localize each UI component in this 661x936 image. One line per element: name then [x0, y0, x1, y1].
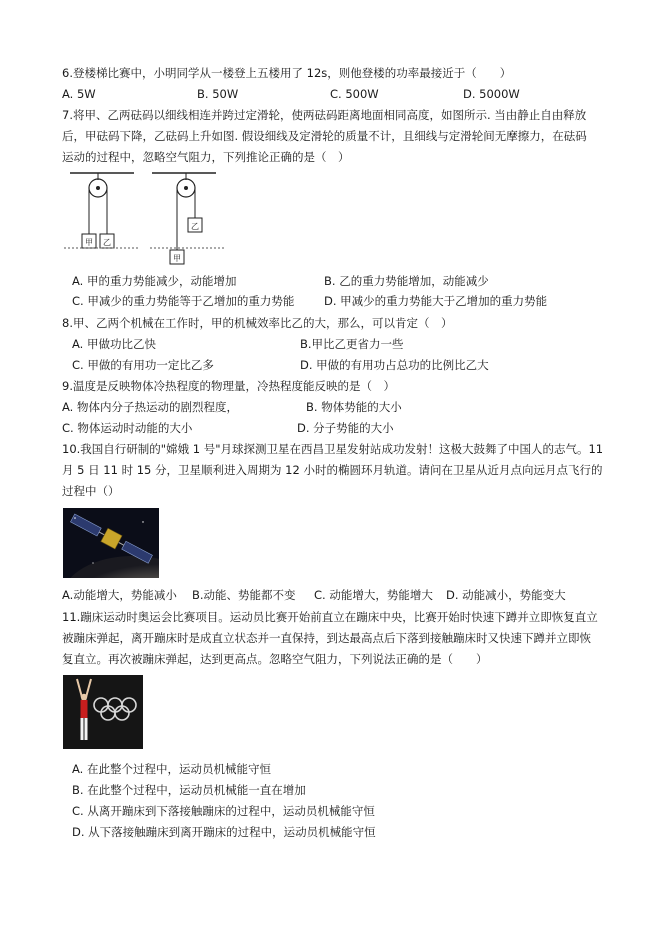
q6-option-b: B. 50W [197, 87, 239, 101]
q8-option-d: D. 甲做的有用功占总功的比例比乙大 [300, 358, 489, 372]
q10-stem-line-1: 10.我国自行研制的"嫦娥 1 号"月球探测卫星在西昌卫星发射站成功发射！这极大鼓舞了中国人的志气。11 [62, 442, 604, 456]
q7-option-a: A. 甲的重力势能减少，动能增加 [72, 274, 237, 288]
q9-option-b: B. 物体势能的大小 [306, 400, 402, 414]
q11-stem-line-1: 11.蹦床运动时奥运会比赛项目。运动员比赛开始前直立在蹦床中央，比赛开始时快速下蹲并立即恢复直立 [62, 610, 598, 624]
q11-stem-line-2: 被蹦床弹起，离开蹦床时是成直立状态并一直保持，到达最高点后下落到接触蹦床时又快速下蹲并立即恢 [62, 631, 591, 645]
q7-option-d: D. 甲减少的重力势能大于乙增加的重力势能 [324, 294, 548, 308]
label-yi: 乙 [103, 238, 111, 247]
q10-option-c: C. 动能增大，势能增大 [314, 588, 433, 602]
q11-option-d: D. 从下落接触蹦床到离开蹦床的过程中，运动员机械能守恒 [72, 825, 376, 839]
q7-option-c: C. 甲减少的重力势能等于乙增加的重力势能 [72, 294, 295, 308]
q6-option-c: C. 500W [330, 87, 379, 101]
q10-option-a: A.动能增大，势能减小 [62, 588, 177, 602]
q6-option-a: A. 5W [62, 87, 96, 101]
q6-option-d: D. 5000W [463, 87, 520, 101]
label-jia: 甲 [85, 238, 93, 247]
q6-stem: 6.登楼梯比赛中，小明同学从一楼登上五楼用了 12s，则他登楼的功率最接近于（ ） [62, 66, 512, 80]
q10-stem-line-2: 月 5 日 11 时 15 分，卫星顺利进入周期为 12 小时的椭圆环月轨道。请问在卫星从近月点向远月点飞行的 [62, 463, 603, 477]
q11-option-a: A. 在此整个过程中，运动员机械能守恒 [72, 762, 271, 776]
label-yi: 乙 [191, 222, 199, 231]
q11-stem-line-3: 复直立。再次被蹦床弹起，达到更高点。忽略空气阻力，下列说法正确的是（ ） [62, 652, 488, 666]
q9-option-a: A. 物体内分子热运动的剧烈程度， [62, 400, 238, 414]
trampoline-image [63, 675, 143, 749]
q7-option-b: B. 乙的重力势能增加，动能减少 [324, 274, 489, 288]
q8-option-a: A. 甲做功比乙快 [72, 337, 156, 351]
q10-option-d: D. 动能减小，势能变大 [446, 588, 566, 602]
q10-option-b: B.动能、势能都不变 [192, 588, 296, 602]
q8-option-b: B.甲比乙更省力一些 [300, 337, 404, 351]
satellite-image [63, 508, 159, 578]
label-jia: 甲 [173, 254, 181, 263]
q9-option-d: D. 分子势能的大小 [297, 421, 394, 435]
q7-stem-line-1: 7.将甲、乙两砝码以细线相连并跨过定滑轮，使两砝码距离地面相同高度，如图所示. 当由静止自由释放 [62, 108, 587, 122]
q9-stem: 9.温度是反映物体冷热程度的物理量，冷热程度能反映的是（ ） [62, 379, 395, 393]
q9-option-c: C. 物体运动时动能的大小 [62, 421, 193, 435]
q8-option-c: C. 甲做的有用功一定比乙多 [72, 358, 214, 372]
q7-stem-line-3: 运动的过程中，忽略空气阻力，下列推论正确的是（ ） [62, 150, 350, 164]
q7-stem-line-2: 后，甲砝码下降，乙砝码上升如图. 假设细线及定滑轮的质量不计，且细线与定滑轮间无摩擦力，在砝码 [62, 129, 587, 143]
pulley-figure-after [150, 166, 260, 268]
q11-option-b: B. 在此整个过程中，运动员机械能一直在增加 [72, 783, 306, 797]
q8-stem: 8.甲、乙两个机械在工作时，甲的机械效率比乙的大，那么，可以肯定（ ） [62, 316, 453, 330]
q10-stem-line-3: 过程中（） [62, 484, 120, 498]
q11-option-c: C. 从离开蹦床到下落接触蹦床的过程中，运动员机械能守恒 [72, 804, 375, 818]
